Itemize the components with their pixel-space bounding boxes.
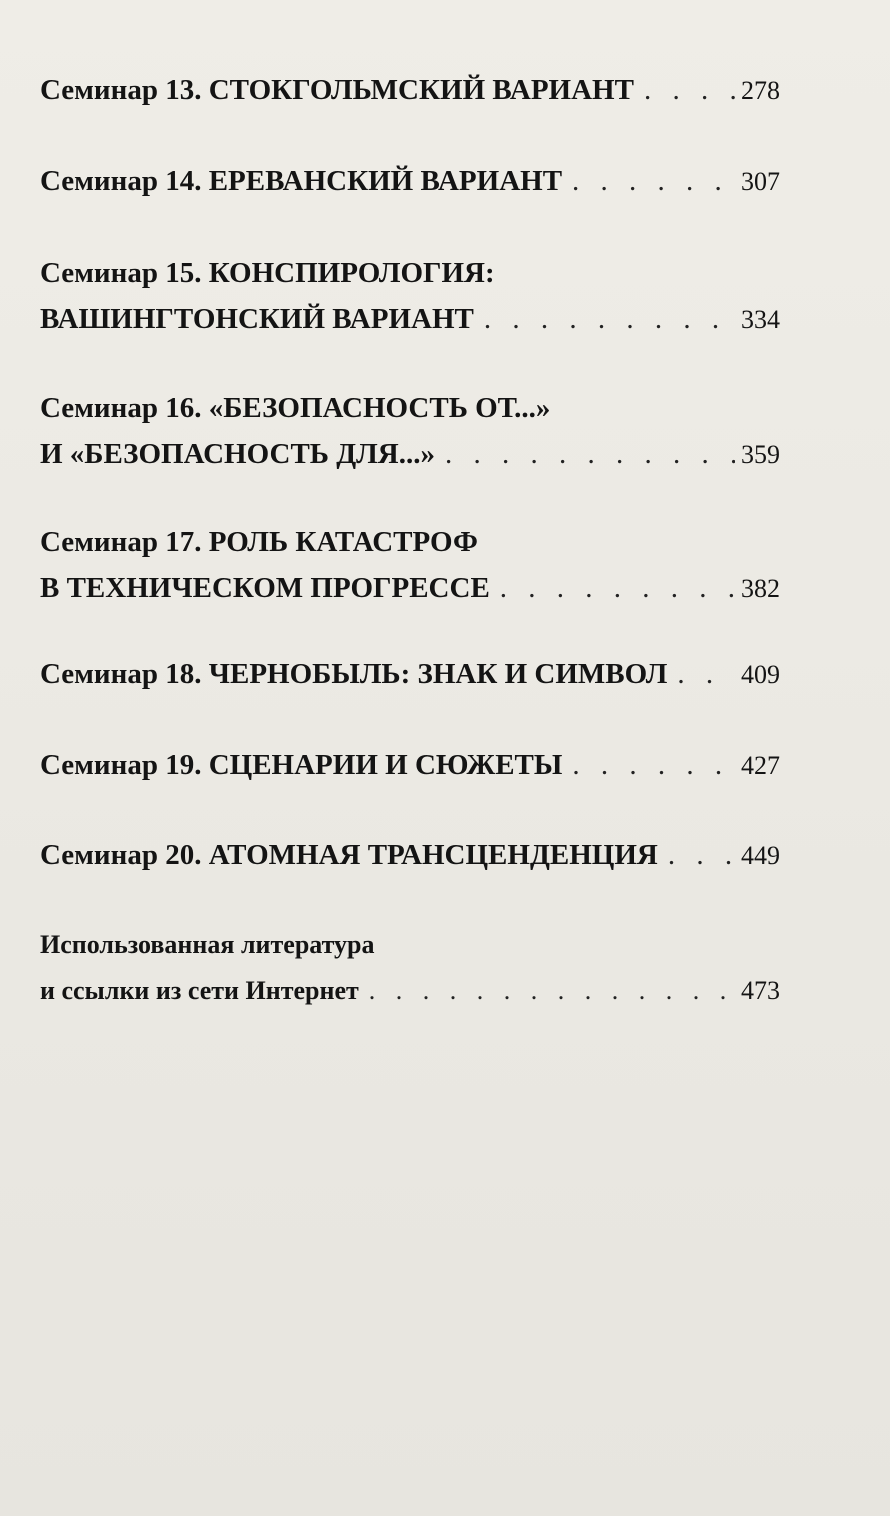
toc-entry-seminar-14[interactable]	[40, 158, 780, 204]
toc-entry-title: Семинар 15. КОНСПИРОЛОГИЯ:	[40, 257, 495, 289]
toc-entry-seminar-13[interactable]	[40, 67, 780, 113]
toc-entry-title: Семинар 17. РОЛЬ КАТАСТРОФ	[40, 526, 478, 558]
toc-entry-title-continued: И «БЕЗОПАСНОСТЬ ДЛЯ...»	[40, 438, 435, 470]
toc-entry-seminar-20[interactable]	[40, 832, 780, 878]
toc-entry-seminar-15[interactable]	[40, 250, 780, 342]
toc-entry-seminar-18[interactable]	[40, 651, 780, 697]
toc-entry-references[interactable]	[40, 922, 780, 1014]
dot-leader	[668, 832, 735, 878]
toc-entry-last-line	[40, 296, 780, 342]
toc-entry-last-line	[40, 67, 780, 113]
toc-entry-last-line	[40, 651, 780, 697]
toc-entry-seminar-17[interactable]	[40, 519, 780, 611]
dot-leader	[500, 565, 735, 611]
toc-entry-seminar-19[interactable]	[40, 742, 780, 788]
dot-leader	[677, 651, 735, 697]
toc-entry-title: Семинар 13. СТОКГОЛЬМСКИЙ ВАРИАНТ	[40, 74, 634, 106]
toc-page-number: 278	[741, 76, 780, 105]
toc-page-number: 473	[741, 976, 780, 1005]
toc-entry-title-continued: и ссылки из сети Интернет	[40, 976, 359, 1005]
toc-entry-last-line	[40, 431, 780, 477]
toc-page-number: 409	[741, 660, 780, 689]
toc-page-number: 449	[741, 841, 780, 870]
toc-entry-title: Семинар 18. ЧЕРНОБЫЛЬ: ЗНАК И СИМВОЛ	[40, 658, 668, 690]
toc-entry-first-line	[40, 385, 780, 431]
toc-page-number: 334	[741, 305, 780, 334]
toc-entry-last-line	[40, 832, 780, 878]
toc-entry-first-line	[40, 519, 780, 565]
dot-leader	[484, 296, 735, 342]
toc-entry-last-line	[40, 565, 780, 611]
toc-page-number: 382	[741, 574, 780, 603]
toc-entry-first-line	[40, 922, 780, 968]
toc-entry-last-line	[40, 158, 780, 204]
toc-entry-seminar-16[interactable]	[40, 385, 780, 477]
toc-entry-title: Семинар 14. ЕРЕВАНСКИЙ ВАРИАНТ	[40, 165, 563, 197]
toc-entry-last-line	[40, 968, 780, 1014]
toc-entry-title: Семинар 20. АТОМНАЯ ТРАНСЦЕНДЕНЦИЯ	[40, 839, 658, 871]
dot-leader	[572, 742, 735, 788]
dot-leader	[572, 158, 735, 204]
toc-page-number: 427	[741, 751, 780, 780]
toc-entry-first-line	[40, 250, 780, 296]
toc-entry-title-continued: ВАШИНГТОНСКИЙ ВАРИАНТ	[40, 303, 474, 335]
toc-entry-title: Использованная литература	[40, 930, 375, 959]
dot-leader	[369, 968, 735, 1014]
toc-entry-title: Семинар 19. СЦЕНАРИИ И СЮЖЕТЫ	[40, 749, 563, 781]
dot-leader	[644, 67, 735, 113]
dot-leader	[445, 431, 735, 477]
toc-entry-title: Семинар 16. «БЕЗОПАСНОСТЬ ОТ...»	[40, 392, 551, 424]
toc-entry-title-continued: В ТЕХНИЧЕСКОМ ПРОГРЕССЕ	[40, 572, 490, 604]
toc-page-number: 359	[741, 440, 780, 469]
toc-page-number: 307	[741, 167, 780, 196]
toc-entry-last-line	[40, 742, 780, 788]
